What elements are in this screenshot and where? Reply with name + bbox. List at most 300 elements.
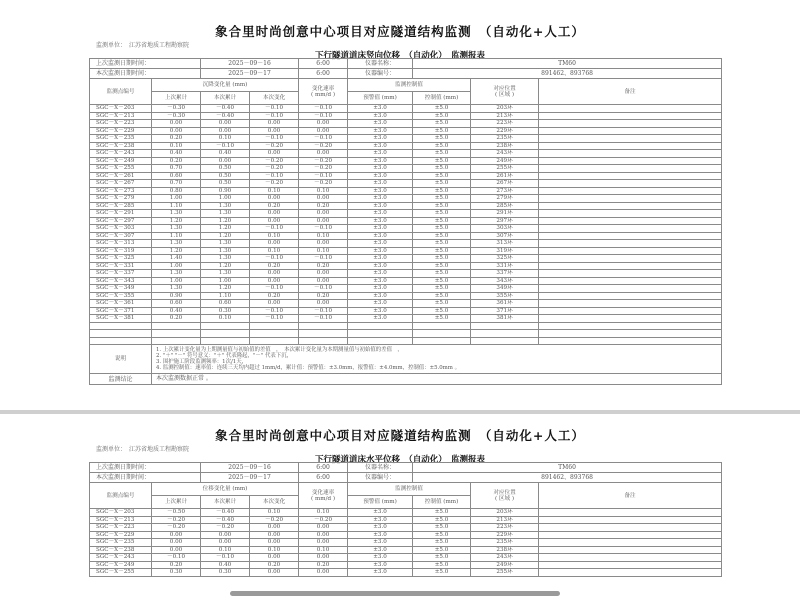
control-value-cell: ±5.0 [413,546,471,554]
this-change-cell: 0.00 [250,270,299,278]
control-value-cell: ±5.0 [413,135,471,143]
position-cell: 249环 [471,157,539,165]
prev-cumulative-cell: 1.00 [152,277,201,285]
remark-cell [539,127,722,135]
prev-cumulative-cell: 1.00 [152,195,201,203]
col-position-sub: ( 区域 ) [494,495,515,502]
this-cumulative-cell: 1.30 [201,210,250,218]
col-warn: 预警值 (mm) [348,496,413,509]
instrument-name: TM60 [413,463,722,473]
point-id-cell: SGC－X－343 [90,277,152,285]
warning-value-cell: ±3.0 [348,285,413,293]
note-line: 1. 上次累计变化量为上期测量值与初始值的差值 ， 本次累计变化量为本期测量值与初始值的差值 ， [156,347,403,353]
control-value-cell: ±5.0 [413,165,471,173]
point-id-cell: SGC－X－273 [90,187,152,195]
this-cumulative-cell: 1.20 [201,232,250,240]
warning-value-cell: ±3.0 [348,195,413,203]
table-row [90,270,722,278]
this-change-cell: －0.10 [250,105,299,113]
table-row [90,569,722,577]
document-title: 象合里时尚创意中心项目对应隧道结构监测 （自动化+人工） [215,428,585,443]
table-row [90,180,722,188]
control-value-cell: ±5.0 [413,569,471,577]
position-cell: 307环 [471,232,539,240]
this-cumulative-cell: 1.30 [201,255,250,263]
this-cumulative-cell: 1.30 [201,202,250,210]
change-rate-cell: 0.10 [299,232,348,240]
change-rate-cell: －0.20 [299,142,348,150]
control-value-cell: ±5.0 [413,262,471,270]
this-change-cell: －0.10 [250,285,299,293]
this-change-cell: 0.10 [250,247,299,255]
this-change-cell: －0.20 [250,516,299,524]
point-id-cell: SGC－X－355 [90,292,152,300]
remark-cell [539,516,722,524]
point-id-cell: SGC－X－243 [90,150,152,158]
warning-value-cell: ±3.0 [348,217,413,225]
remark-cell [539,255,722,263]
control-value-cell: ±5.0 [413,112,471,120]
col-position [471,483,539,509]
remark-cell [539,509,722,517]
col-position-sub: ( 区域 ) [494,91,515,98]
change-rate-cell: 0.00 [299,270,348,278]
notes [152,345,722,374]
table-row [90,105,722,113]
col-position-label: 对应位置 [493,85,516,92]
control-value-cell: ±5.0 [413,516,471,524]
col-delta: 本次变化 [250,496,299,509]
this-cumulative-cell: 0.30 [201,307,250,315]
point-id-cell: SGC－X－243 [90,554,152,562]
table-row [90,112,722,120]
prev-cumulative-cell: 1.00 [152,262,201,270]
position-cell: 238环 [471,546,539,554]
this-cumulative-cell: 0.50 [201,180,250,188]
control-value-cell: ±5.0 [413,180,471,188]
remark-cell [539,531,722,539]
this-cumulative-cell: 0.10 [201,315,250,323]
warning-value-cell: ±3.0 [348,292,413,300]
last-date-label: 上次监测日期时间： [90,463,201,473]
remark-cell [539,569,722,577]
monitoring-unit: 监测单位： 江苏省地质工程勘察院 [96,42,190,49]
prev-cumulative-cell: 0.00 [152,531,201,539]
warning-value-cell: ±3.0 [348,561,413,569]
remark-cell [539,187,722,195]
remark-cell [539,105,722,113]
table-row [90,255,722,263]
change-rate-cell: 0.00 [299,150,348,158]
this-cumulative-cell: 0.40 [201,561,250,569]
position-cell: 291环 [471,210,539,218]
point-id-cell: SGC－X－325 [90,255,152,263]
change-rate-cell: －0.10 [299,285,348,293]
last-time: 6:00 [299,59,348,69]
point-id-cell: SGC－X－261 [90,172,152,180]
this-cumulative-cell: 0.00 [201,127,250,135]
change-rate-cell: －0.10 [299,172,348,180]
remark-cell [539,210,722,218]
change-rate-cell: －0.10 [299,105,348,113]
control-value-cell: ±5.0 [413,232,471,240]
table-row [90,217,722,225]
position-cell: 331环 [471,262,539,270]
change-rate-cell: 0.00 [299,531,348,539]
prev-cumulative-cell: 0.00 [152,546,201,554]
warning-value-cell: ±3.0 [348,180,413,188]
prev-cumulative-cell: 0.70 [152,180,201,188]
remark-cell [539,142,722,150]
control-value-cell: ±5.0 [413,142,471,150]
this-change-cell: 0.20 [250,292,299,300]
change-rate-cell: 0.10 [299,187,348,195]
position-cell: 203环 [471,509,539,517]
table-row [90,225,722,233]
point-id-cell: SGC－X－303 [90,225,152,233]
point-id-cell: SGC－X－349 [90,285,152,293]
this-change-cell: 0.00 [250,277,299,285]
point-id-cell: SGC－X－371 [90,307,152,315]
this-change-cell: 0.20 [250,202,299,210]
change-rate-cell: 0.10 [299,509,348,517]
warning-value-cell: ±3.0 [348,120,413,128]
instrument-name: TM60 [413,59,722,69]
instrument-number: 891462、893768 [413,473,722,483]
this-change-cell: －0.10 [250,255,299,263]
this-cumulative-cell: 1.20 [201,225,250,233]
position-cell: 213环 [471,516,539,524]
remark-cell [539,262,722,270]
this-cumulative-cell: 0.10 [201,546,250,554]
table-row [90,240,722,248]
point-id-cell: SGC－X－229 [90,531,152,539]
this-change-cell: 0.00 [250,524,299,532]
table-row [90,539,722,547]
this-cumulative-cell: 0.40 [201,150,250,158]
point-id-cell: SGC－X－313 [90,240,152,248]
warning-value-cell: ±3.0 [348,546,413,554]
col-remark: 备注 [539,79,722,105]
prev-cumulative-cell: 0.40 [152,150,201,158]
position-cell: 223环 [471,120,539,128]
point-id-cell: SGC－X－337 [90,270,152,278]
table-row [90,127,722,135]
this-change-cell: 0.20 [250,561,299,569]
instrument-number: 891462、893768 [413,69,722,79]
control-value-cell: ±5.0 [413,531,471,539]
point-id-cell: SGC－X－255 [90,165,152,173]
position-cell: 337环 [471,270,539,278]
remark-cell [539,135,722,143]
position-cell: 203环 [471,105,539,113]
col-point: 监测点编号 [90,79,152,105]
col-position-label: 对应位置 [493,489,516,496]
warning-value-cell: ±3.0 [348,524,413,532]
prev-cumulative-cell: －0.20 [152,516,201,524]
remark-cell [539,524,722,532]
warning-value-cell: ±3.0 [348,165,413,173]
position-cell: 273环 [471,187,539,195]
warning-value-cell: ±3.0 [348,307,413,315]
this-cumulative-cell: －0.10 [201,142,250,150]
prev-cumulative-cell: 0.90 [152,292,201,300]
point-id-cell: SGC－X－213 [90,516,152,524]
this-date: 2025－09－17 [201,69,299,79]
point-id-cell: SGC－X－279 [90,195,152,203]
control-value-cell: ±5.0 [413,247,471,255]
position-cell: 297环 [471,217,539,225]
this-cumulative-cell: －0.40 [201,516,250,524]
this-change-cell: －0.10 [250,112,299,120]
control-value-cell: ±5.0 [413,195,471,203]
change-rate-cell: 0.10 [299,247,348,255]
report-title: 下行隧道道床竖向位移 （自动化） 监测报表 [314,51,485,61]
position-cell: 229环 [471,127,539,135]
col-prev: 上次累计 [152,92,201,105]
last-date: 2025－09－16 [201,59,299,69]
col-rate-unit: ( mm/d ) [311,91,336,98]
instrument-name-label: 仪器名称： [348,463,413,473]
change-rate-cell: 0.20 [299,202,348,210]
position-cell: 319环 [471,247,539,255]
remark-cell [539,300,722,308]
table-row [90,202,722,210]
prev-cumulative-cell: 0.60 [152,172,201,180]
table-body [90,105,722,323]
this-change-cell: －0.10 [250,315,299,323]
position-cell: 243环 [471,554,539,562]
control-value-cell: ±5.0 [413,172,471,180]
last-date-label: 上次监测日期时间： [90,59,201,69]
table-body [90,509,722,577]
table-row [90,172,722,180]
point-id-cell: SGC－X－285 [90,202,152,210]
this-change-cell: 0.00 [250,240,299,248]
this-cumulative-cell: 1.20 [201,217,250,225]
this-cumulative-cell: －0.10 [201,554,250,562]
warning-value-cell: ±3.0 [348,262,413,270]
this-change-cell: 0.10 [250,232,299,240]
point-id-cell: SGC－X－249 [90,561,152,569]
this-cumulative-cell: －0.40 [201,105,250,113]
point-id-cell: SGC－X－223 [90,524,152,532]
remark-cell [539,157,722,165]
warning-value-cell: ±3.0 [348,255,413,263]
prev-cumulative-cell: 0.00 [152,120,201,128]
prev-cumulative-cell: 0.00 [152,539,201,547]
this-change-cell: 0.20 [250,262,299,270]
point-id-cell: SGC－X－361 [90,300,152,308]
change-rate-cell: 0.00 [299,127,348,135]
remark-cell [539,150,722,158]
change-rate-cell: 0.20 [299,561,348,569]
table-row [90,232,722,240]
control-value-cell: ±5.0 [413,561,471,569]
remark-cell [539,315,722,323]
change-rate-cell: 0.20 [299,262,348,270]
warning-value-cell: ±3.0 [348,516,413,524]
warning-value-cell: ±3.0 [348,187,413,195]
control-value-cell: ±5.0 [413,225,471,233]
point-id-cell: SGC－X－238 [90,546,152,554]
table-row [90,561,722,569]
point-id-cell: SGC－X－307 [90,232,152,240]
this-change-cell: －0.10 [250,135,299,143]
prev-cumulative-cell: －0.20 [152,524,201,532]
control-value-cell: ±5.0 [413,524,471,532]
position-cell: 349环 [471,285,539,293]
prev-cumulative-cell: 0.00 [152,127,201,135]
col-cum: 本次累计 [201,496,250,509]
change-rate-cell: 0.00 [299,554,348,562]
conclusion: 本次监测数据正常 。 [152,374,722,385]
scrollbar-thumb[interactable] [230,591,560,596]
table-header [90,463,722,509]
point-id-cell: SGC－X－255 [90,569,152,577]
this-cumulative-cell: 0.00 [201,120,250,128]
this-cumulative-cell: 0.00 [201,531,250,539]
prev-cumulative-cell: 1.30 [152,210,201,218]
warning-value-cell: ±3.0 [348,232,413,240]
this-change-cell: －0.20 [250,180,299,188]
point-id-cell: SGC－X－249 [90,157,152,165]
col-rate [299,483,348,509]
this-time: 6:00 [299,473,348,483]
this-cumulative-cell: －0.40 [201,509,250,517]
col-group-change: 沉降变化量 (mm) [152,79,299,92]
this-cumulative-cell: 0.50 [201,165,250,173]
col-position [471,79,539,105]
prev-cumulative-cell: 1.30 [152,225,201,233]
warning-value-cell: ±3.0 [348,225,413,233]
prev-cumulative-cell: 0.40 [152,307,201,315]
warning-value-cell: ±3.0 [348,157,413,165]
change-rate-cell: 0.10 [299,546,348,554]
warning-value-cell: ±3.0 [348,240,413,248]
change-rate-cell: －0.20 [299,180,348,188]
remark-cell [539,277,722,285]
prev-cumulative-cell: 0.70 [152,165,201,173]
control-value-cell: ±5.0 [413,240,471,248]
table-footer [90,322,722,385]
instrument-number-label: 仪器编号： [348,69,413,79]
instrument-number-label: 仪器编号： [348,473,413,483]
prev-cumulative-cell: 1.30 [152,240,201,248]
table-row [90,157,722,165]
warning-value-cell: ±3.0 [348,509,413,517]
prev-cumulative-cell: 1.10 [152,232,201,240]
warning-value-cell: ±3.0 [348,142,413,150]
this-change-cell: －0.20 [250,142,299,150]
this-change-cell: －0.10 [250,172,299,180]
remark-cell [539,232,722,240]
horizontal-scrollbar[interactable] [230,591,560,596]
report-title: 下行隧道道床水平位移 （自动化） 监测报表 [314,455,485,465]
warning-value-cell: ±3.0 [348,202,413,210]
this-time: 6:00 [299,69,348,79]
change-rate-cell: －0.10 [299,135,348,143]
position-cell: 285环 [471,202,539,210]
last-date: 2025－09－16 [201,463,299,473]
position-cell: 243环 [471,150,539,158]
remark-cell [539,172,722,180]
change-rate-cell: 0.00 [299,569,348,577]
control-value-cell: ±5.0 [413,255,471,263]
point-id-cell: SGC－X－223 [90,120,152,128]
point-id-cell: SGC－X－213 [90,112,152,120]
prev-cumulative-cell: 1.30 [152,285,201,293]
this-change-cell: 0.00 [250,127,299,135]
warning-value-cell: ±3.0 [348,210,413,218]
point-id-cell: SGC－X－331 [90,262,152,270]
table-row [90,315,722,323]
this-cumulative-cell: 1.20 [201,262,250,270]
control-value-cell: ±5.0 [413,187,471,195]
col-group-control: 监测控制值 [348,483,471,496]
remark-cell [539,561,722,569]
remark-cell [539,202,722,210]
control-value-cell: ±5.0 [413,270,471,278]
remark-cell [539,195,722,203]
this-cumulative-cell: 0.30 [201,569,250,577]
prev-cumulative-cell: －0.30 [152,112,201,120]
warning-value-cell: ±3.0 [348,531,413,539]
change-rate-cell: 0.00 [299,524,348,532]
page-divider [0,410,800,414]
prev-cumulative-cell: 0.80 [152,187,201,195]
change-rate-cell: －0.10 [299,315,348,323]
prev-cumulative-cell: 1.30 [152,270,201,278]
this-change-cell: 0.00 [250,300,299,308]
position-cell: 235环 [471,135,539,143]
this-change-cell: 0.00 [250,217,299,225]
table-row [90,285,722,293]
warning-value-cell: ±3.0 [348,554,413,562]
warning-value-cell: ±3.0 [348,135,413,143]
remark-cell [539,292,722,300]
remark-cell [539,270,722,278]
remark-cell [539,554,722,562]
change-rate-cell: －0.10 [299,255,348,263]
prev-cumulative-cell: 0.20 [152,561,201,569]
remark-cell [539,180,722,188]
remark-cell [539,539,722,547]
point-id-cell: SGC－X－203 [90,105,152,113]
control-value-cell: ±5.0 [413,150,471,158]
prev-cumulative-cell: 0.20 [152,157,201,165]
this-change-cell: 0.00 [250,150,299,158]
this-cumulative-cell: 0.50 [201,172,250,180]
position-cell: 255环 [471,165,539,173]
position-cell: 255环 [471,569,539,577]
position-cell: 361环 [471,300,539,308]
prev-cumulative-cell: 0.30 [152,569,201,577]
this-change-cell: －0.10 [250,225,299,233]
control-value-cell: ±5.0 [413,120,471,128]
prev-cumulative-cell: 0.20 [152,315,201,323]
this-change-cell: 0.10 [250,187,299,195]
this-change-cell: 0.10 [250,509,299,517]
conclusion-label: 监测结论 [90,374,152,385]
table-row [90,516,722,524]
this-change-cell: 0.10 [250,546,299,554]
this-cumulative-cell: 1.20 [201,285,250,293]
warning-value-cell: ±3.0 [348,247,413,255]
note-line: 3. 围护施工阶段监测频率：1次/1天， [156,359,248,365]
change-rate-cell: 0.00 [299,195,348,203]
prev-cumulative-cell: 0.60 [152,300,201,308]
